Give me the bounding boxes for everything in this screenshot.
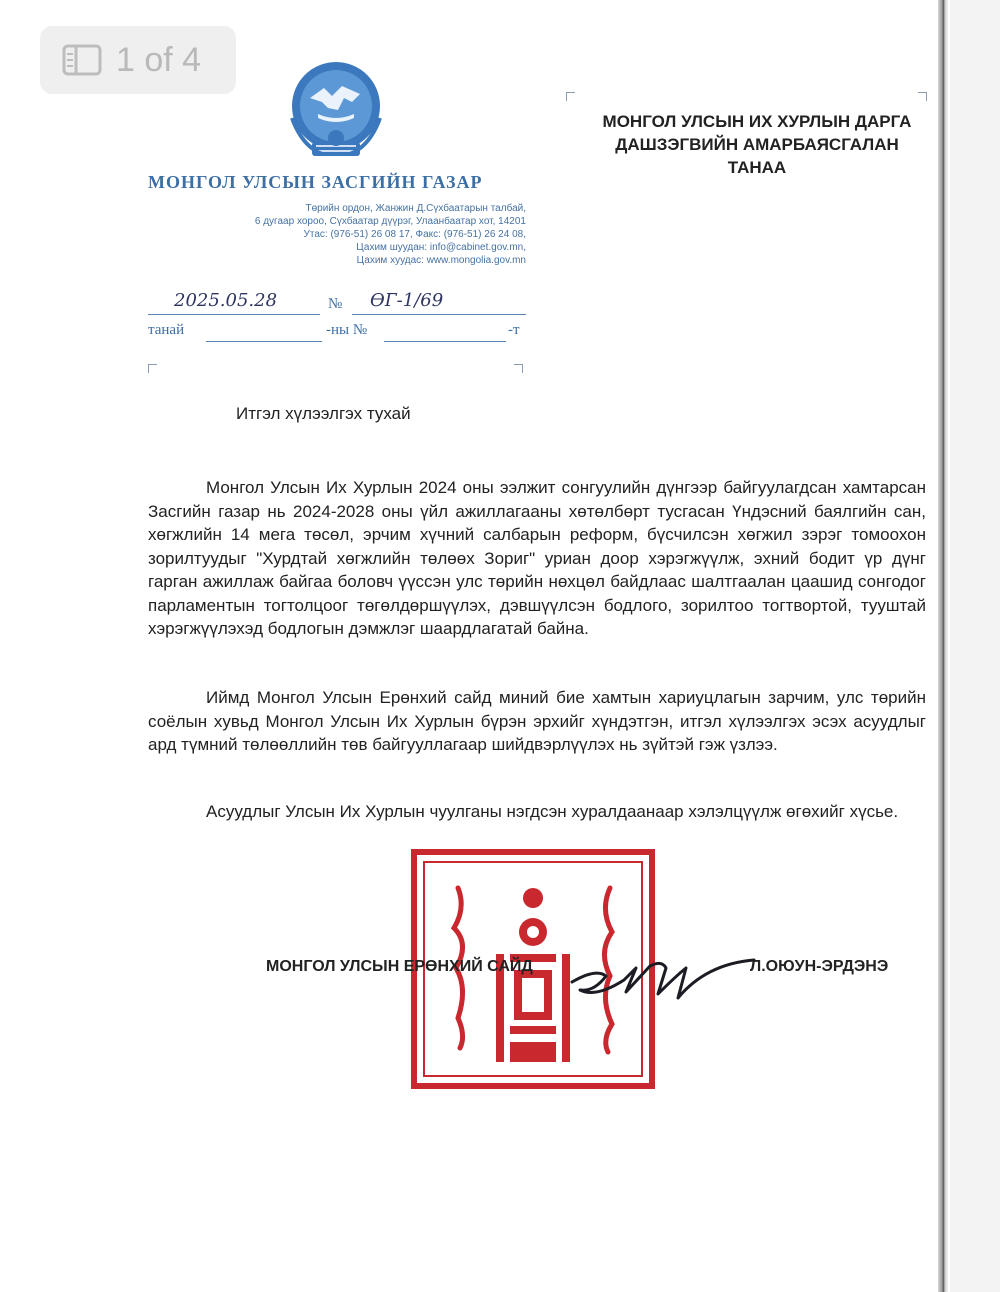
body-paragraph-3 bbox=[148, 800, 926, 824]
letter-subject: Итгэл хүлээлгэх тухай bbox=[236, 404, 411, 423]
letter-date: 2025.05.28 bbox=[174, 290, 278, 311]
date-number-line bbox=[148, 290, 526, 318]
corner-mark bbox=[514, 364, 523, 373]
number-underline bbox=[352, 314, 526, 315]
corner-mark bbox=[918, 92, 927, 101]
page-indicator-label: 1 of 4 bbox=[116, 40, 202, 79]
state-emblem-icon bbox=[282, 58, 390, 166]
body-paragraph-1 bbox=[148, 476, 926, 641]
contact-line: Төрийн ордон, Жанжин Д.Сүхбаатарын талбай, bbox=[305, 203, 526, 214]
corner-mark bbox=[566, 92, 575, 101]
ref-underline-1 bbox=[206, 341, 322, 342]
sidebar-panel-icon[interactable] bbox=[62, 44, 102, 76]
addressee-line: ДАШЗЭГВИЙН АМАРБАЯСГАЛАН bbox=[615, 135, 899, 154]
signatory-title: МОНГОЛ УЛСЫН ЕРӨНХИЙ САЙД bbox=[266, 958, 533, 975]
paragraph-text: Монгол Улсын Их Хурлын 2024 оны ээлжит сонгуулийн дүнгээр байгуулагдсан хамтарсан Засгийн газар нь 2024-2028 оны үйл ажиллагааны хөтөлбөрт тусгасан Үндэсний баялгийн сан, хөгжлийн 14 мега төсөл, эрчим хүчний салбарын реформ, бүсчилсэн хөгжил зэрэг томоохон зорилтуудыг "Хурдтай хөгжлийн төлөөх Зориг" уриан доор хэрэгжүүлж, эхний бодит үр дүнг гарган ажиллаж байгаа боловч үүссэн улс төрийн нөхцөл байдлаас шалтгаалан цаашид сонгодог парламентын тогтолцоог төгөлдөршүүлэх, дэвшүүлсэн бодлого, зорилтоо тогтвортой, тууштай хэрэгжүүлэхэд бодлогын дэмжлэг шаардлагатай байна. bbox=[148, 478, 926, 638]
ref-mid: -ны № bbox=[326, 322, 368, 338]
paragraph-text: Иймд Монгол Улсын Ерөнхий сайд миний бие хамтын хариуцлагын зарчим, улс төрийн соёлын хувьд Монгол Улсын Их Хурлын бүрэн эрхийг хүндэтгэн, итгэл хүлээлгэх эсэх асуудлыг ард түмний төлөөллийн төв байгууллагаар шийдвэрлүүлэх нь зүйтэй гэж үзлээ. bbox=[148, 688, 926, 754]
organization-name: МОНГОЛ УЛСЫН ЗАСГИЙН ГАЗАР bbox=[148, 172, 483, 192]
addressee-line: МОНГОЛ УЛСЫН ИХ ХУРЛЫН ДАРГА bbox=[602, 112, 912, 131]
ref-suffix: -т bbox=[508, 322, 520, 338]
corner-mark bbox=[148, 364, 157, 373]
page-indicator[interactable] bbox=[40, 26, 236, 94]
signatory-name: Л.ОЮУН-ЭРДЭНЭ bbox=[750, 958, 889, 975]
page-edge bbox=[938, 0, 948, 1292]
ref-prefix: танай bbox=[148, 322, 185, 338]
date-underline bbox=[148, 314, 320, 315]
number-label: № bbox=[328, 296, 343, 312]
contact-line: Цахим хуудас: www.mongolia.gov.mn bbox=[356, 255, 526, 266]
contact-block bbox=[140, 202, 526, 267]
paragraph-text: Асуудлыг Улсын Их Хурлын чуулганы нэгдсэн хуралдаанаар хэлэлцүүлж өгөхийг хүсье. bbox=[206, 802, 899, 821]
addressee-line: ТАНАА bbox=[727, 158, 787, 177]
letter-number: ӨГ-1/69 bbox=[370, 290, 444, 311]
body-paragraph-2 bbox=[148, 686, 926, 757]
contact-line: Цахим шуудан: info@cabinet.gov.mn, bbox=[356, 242, 526, 253]
contact-line: Утас: (976-51) 26 08 17, Факс: (976-51) 26 24 08, bbox=[303, 229, 526, 240]
addressee-block bbox=[572, 110, 942, 179]
ref-underline-2 bbox=[384, 341, 506, 342]
contact-line: 6 дугаар хороо, Сүхбаатар дүүрэг, Улаанбаатар хот, 14201 bbox=[254, 216, 526, 227]
handwritten-signature-icon bbox=[566, 946, 756, 1008]
